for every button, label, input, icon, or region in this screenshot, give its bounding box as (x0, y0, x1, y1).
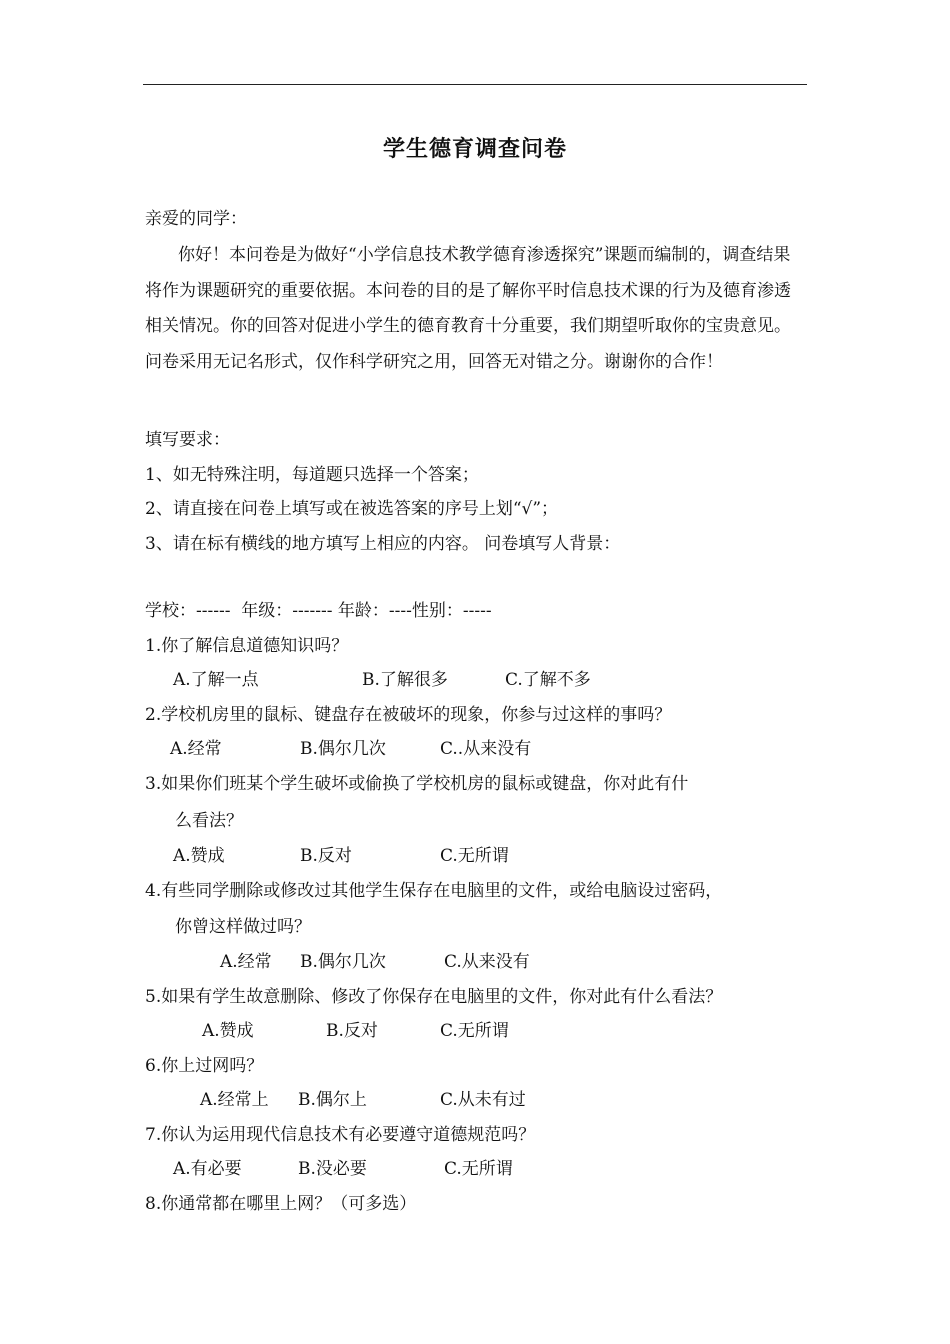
q6-option-a: A.经常上 (200, 1090, 269, 1110)
question-8: 8.你通常都在哪里上网？（可多选） (145, 1194, 417, 1214)
q2-option-b: B.偶尔几次 (300, 739, 386, 759)
background-fields: 学校：------ 年级：------- 年龄：----性别：----- (145, 601, 492, 621)
question-3: 3.如果你们班某个学生破坏或偷换了学校机房的鼠标或键盘，你对此有什 (145, 774, 689, 794)
question-7: 7.你认为运用现代信息技术有必要遵守道德规范吗？ (145, 1125, 536, 1145)
q4-option-a: A.经常 (220, 952, 272, 972)
requirements-heading: 填写要求： (145, 430, 230, 450)
document-title: 学生德育调查问卷 (382, 137, 567, 162)
question-6: 6.你上过网吗？ (145, 1056, 264, 1076)
q3-option-a: A.赞成 (173, 846, 225, 866)
question-1: 1.你了解信息道德知识吗？ (145, 636, 349, 656)
requirement-3: 3、请在标有横线的地方填写上相应的内容。 问卷填写人背景： (145, 534, 621, 554)
header-rule (143, 84, 807, 85)
q3-option-b: B.反对 (300, 846, 352, 866)
question-4: 4.有些同学删除或修改过其他学生保存在电脑里的文件，或给电脑设过密码， (145, 881, 723, 901)
requirement-2: 2、请直接在问卷上填写或在被选答案的序号上划“√”； (145, 499, 559, 519)
greeting: 亲爱的同学： (145, 209, 247, 229)
q2-option-a: A.经常 (170, 739, 222, 759)
q7-option-c: C.无所谓 (444, 1159, 513, 1179)
intro-paragraph: 你好！本问卷是为做好“小学信息技术教学德育渗透探究”课题而编制的，调查结果将作为课题研究的重要依据。本问卷的目的是了解你平时信息技术课的行为及德育渗透相关情况。你的回答对促进小学生的德育教育十分重要，我们期望听取你的宝贵意见。问卷采用无记名形式，仅作科学研究之用，回答无对错之分。谢谢你的合作！ (145, 245, 791, 373)
q7-option-b: B.没必要 (298, 1159, 367, 1179)
q6-option-c: C.从未有过 (440, 1090, 526, 1110)
q2-option-c: C..从来没有 (440, 739, 532, 759)
question-5: 5.如果有学生故意删除、修改了你保存在电脑里的文件，你对此有什么看法？ (145, 987, 723, 1007)
q6-option-b: B.偶尔上 (298, 1090, 367, 1110)
q3-option-c: C.无所谓 (440, 846, 509, 866)
question-4-cont: 你曾这样做过吗？ (175, 917, 311, 937)
q1-option-b: B.了解很多 (362, 670, 448, 690)
question-3-cont: 么看法？ (175, 811, 243, 831)
q5-option-b: B.反对 (326, 1021, 378, 1041)
q1-option-a: A.了解一点 (173, 670, 259, 690)
q1-option-c: C.了解不多 (505, 670, 591, 690)
requirement-1: 1、如无特殊注明，每道题只选择一个答案； (145, 465, 479, 485)
q4-option-b: B.偶尔几次 (300, 952, 386, 972)
question-2: 2.学校机房里的鼠标、键盘存在被破坏的现象，你参与过这样的事吗？ (145, 705, 672, 725)
q7-option-a: A.有必要 (173, 1159, 242, 1179)
q4-option-c: C.从来没有 (444, 952, 530, 972)
q5-option-a: A.赞成 (202, 1021, 254, 1041)
q5-option-c: C.无所谓 (440, 1021, 509, 1041)
